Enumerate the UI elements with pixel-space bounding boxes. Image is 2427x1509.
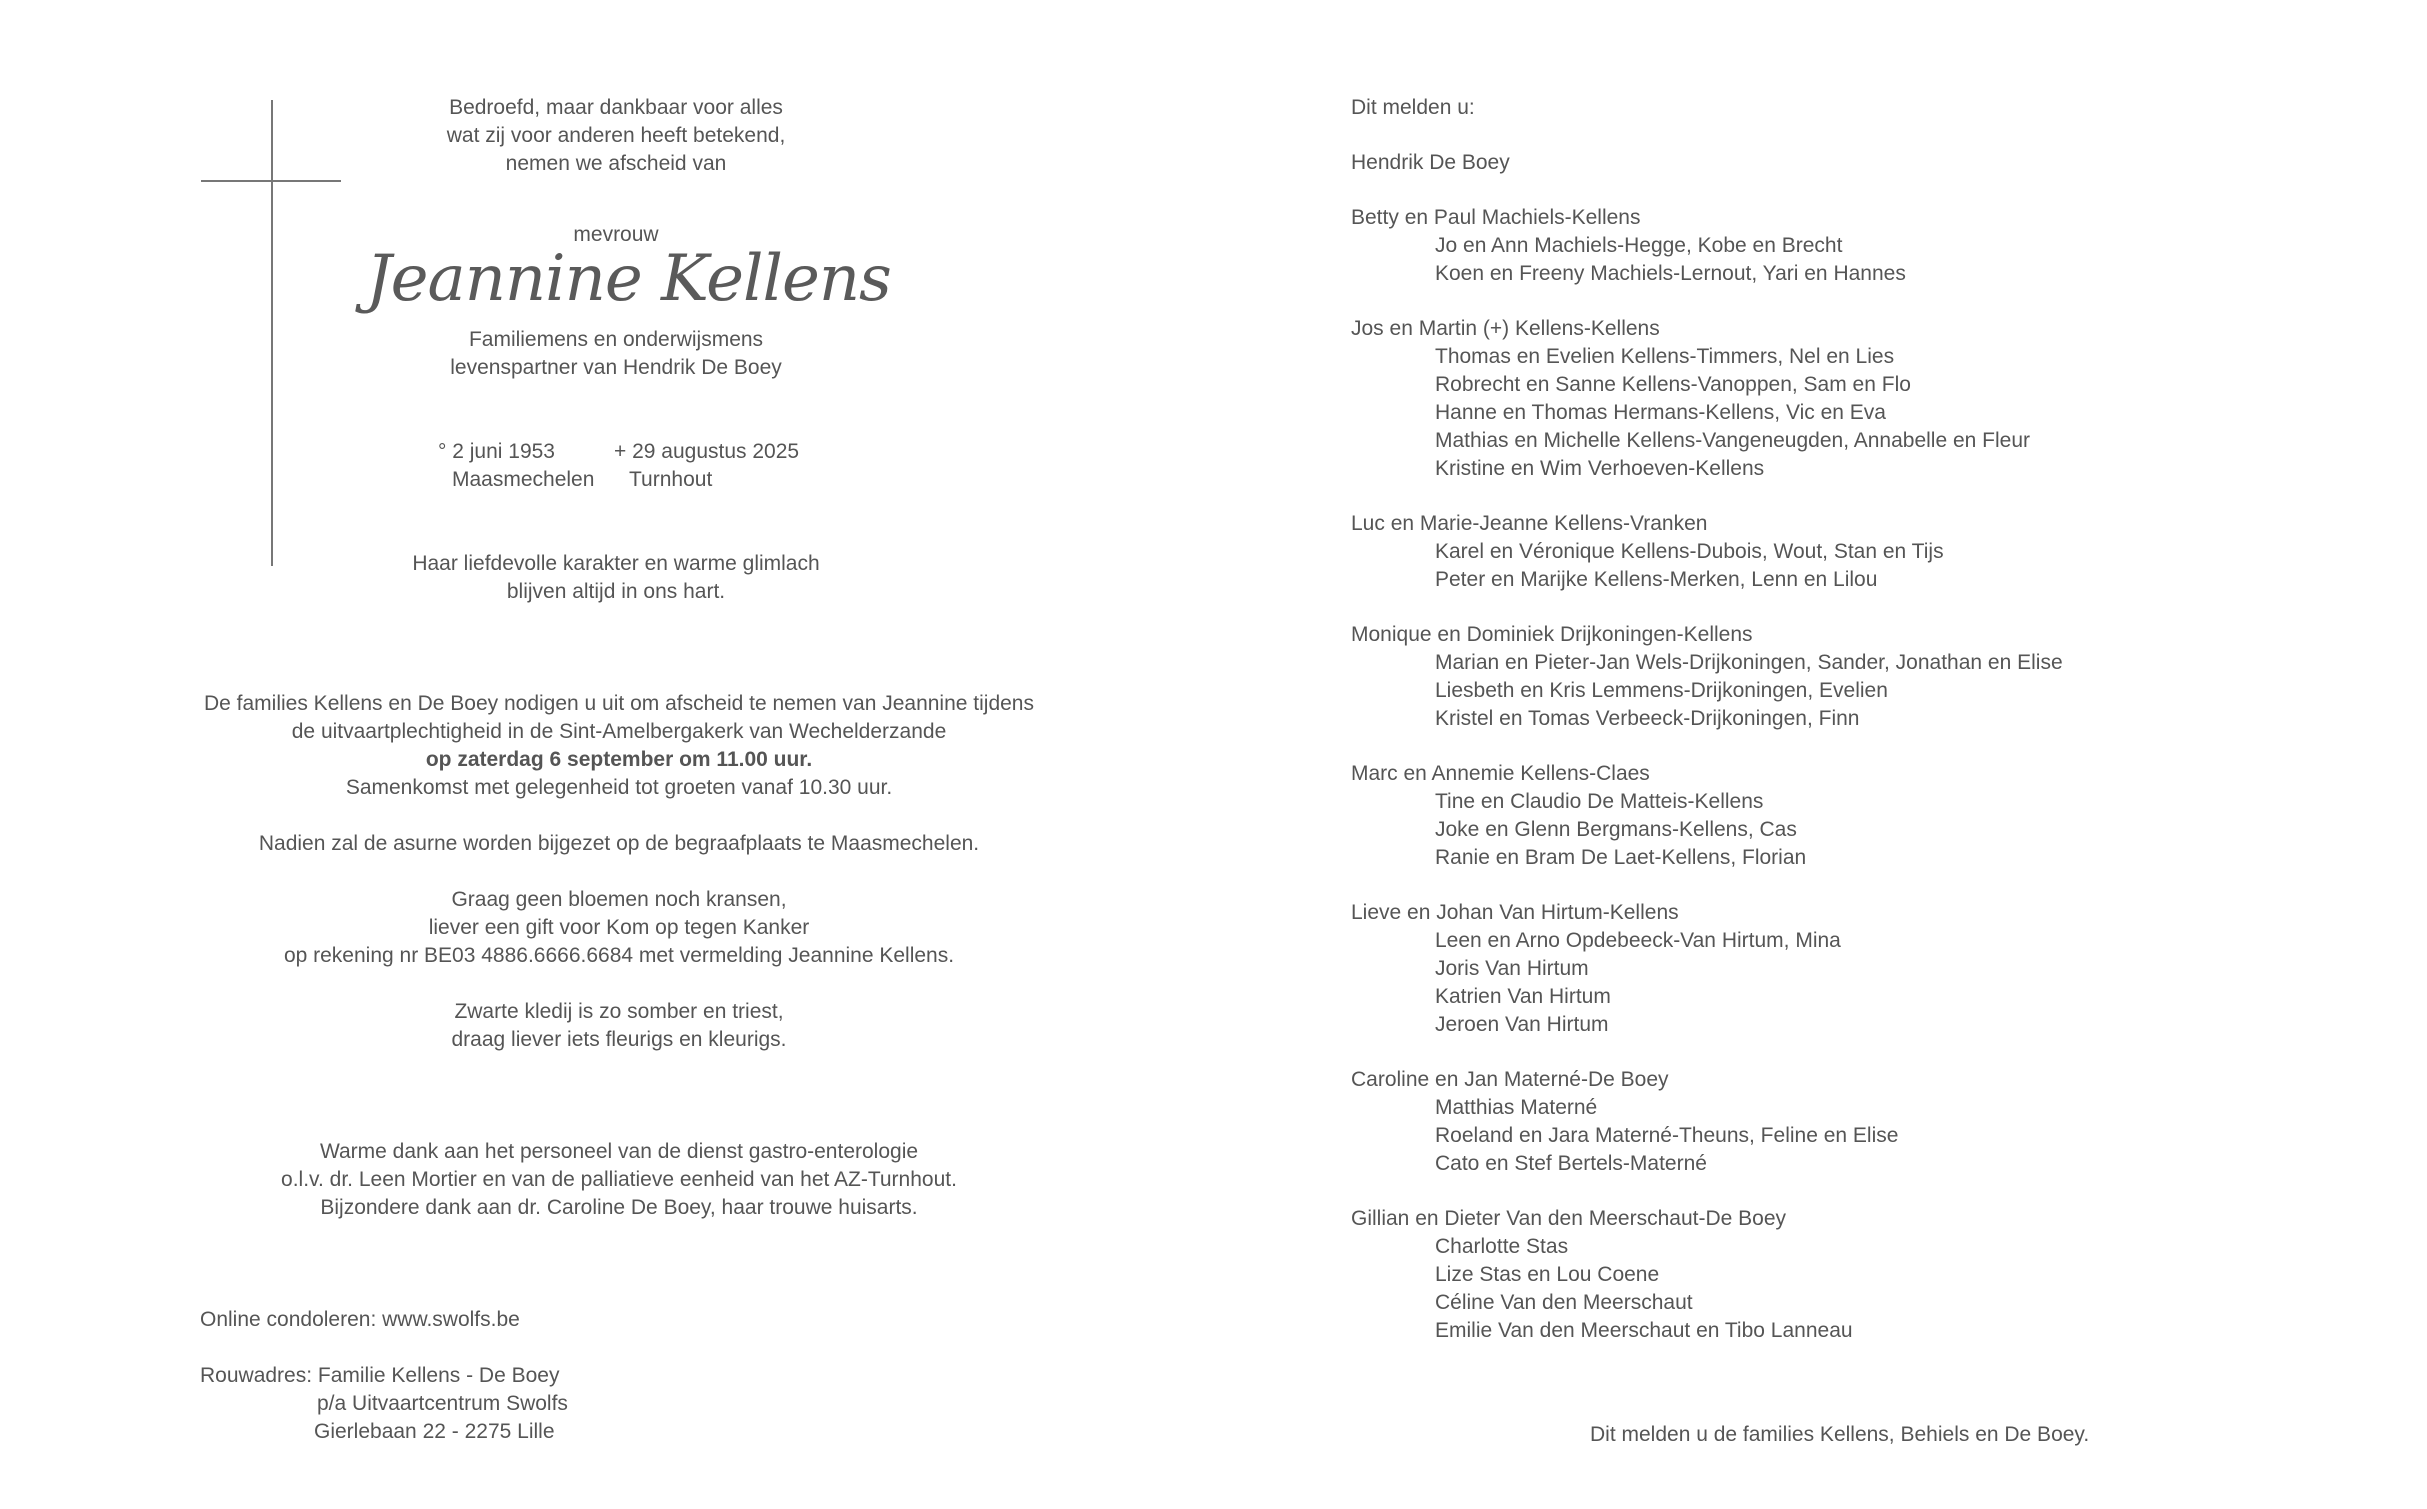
family-member: Katrien Van Hirtum xyxy=(1435,985,1611,1008)
thanks-line: Warme dank aan het personeel van de dienst gastro-enterologie xyxy=(319,1140,919,1163)
deceased-name: Jeannine Kellens xyxy=(366,242,891,316)
invitation-line: de uitvaartplechtigheid in de Sint-Amelbergakerk van Wechelderzande xyxy=(291,720,947,743)
family-member: Joke en Glenn Bergmans-Kellens, Cas xyxy=(1435,818,1797,841)
family-member: Kristine en Wim Verhoeven-Kellens xyxy=(1435,457,1765,480)
family-member: Lize Stas en Lou Coene xyxy=(1435,1263,1660,1286)
family-member: Liesbeth en Kris Lemmens-Drijkoningen, Evelien xyxy=(1435,679,1888,702)
address-line: Gierlebaan 22 - 2275 Lille xyxy=(314,1420,555,1443)
family-member: Marian en Pieter-Jan Wels-Drijkoningen, Sander, Jonathan en Elise xyxy=(1435,651,2063,674)
closing-line: Dit melden u de families Kellens, Behiels en De Boey. xyxy=(1590,1423,2090,1446)
family-member: Thomas en Evelien Kellens-Timmers, Nel en Lies xyxy=(1435,345,1895,368)
family-member: Hanne en Thomas Hermans-Kellens, Vic en Eva xyxy=(1435,401,1886,424)
mourning-address xyxy=(200,1362,568,1446)
flowers-line: Graag geen bloemen noch kransen, xyxy=(451,888,787,911)
family-member: Kristel en Tomas Verbeeck-Drijkoningen, Finn xyxy=(1435,707,1860,730)
flowers-line: op rekening nr BE03 4886.6666.6684 met vermelding Jeannine Kellens. xyxy=(283,944,955,967)
partner-name: Hendrik De Boey xyxy=(1351,151,1510,174)
thanks-line: o.l.v. dr. Leen Mortier en van de palliatieve eenheid van het AZ-Turnhout. xyxy=(281,1168,957,1191)
family-group xyxy=(1351,760,2351,872)
family-member: Leen en Arno Opdebeeck-Van Hirtum, Mina xyxy=(1435,929,1841,952)
family-member: Charlotte Stas xyxy=(1435,1235,1569,1258)
cross-vertical-bar xyxy=(271,100,273,566)
family-group xyxy=(1351,899,2351,1039)
family-member: Roeland en Jara Materné-Theuns, Feline en Elise xyxy=(1435,1124,1899,1147)
announce-heading: Dit melden u: xyxy=(1351,96,1475,119)
family-member: Jo en Ann Machiels-Hegge, Kobe en Brecht xyxy=(1435,234,1843,257)
family-group xyxy=(1351,1205,2351,1345)
salutation: mevrouw xyxy=(573,223,659,246)
family-group xyxy=(1351,510,2351,594)
family-member: Tine en Claudio De Matteis-Kellens xyxy=(1435,790,1764,813)
family-member: Mathias en Michelle Kellens-Vangeneugden, Annabelle en Fleur xyxy=(1435,429,2031,452)
family-group xyxy=(1351,621,2351,733)
intro-line: wat zij voor anderen heeft betekend, xyxy=(446,124,786,147)
remembrance-text xyxy=(366,550,866,606)
burial-text: Nadien zal de asurne worden bijgezet op de begraafplaats te Maasmechelen. xyxy=(258,832,980,855)
intro-text xyxy=(416,94,816,178)
thanks-line: Bijzondere dank aan dr. Caroline De Boey, haar trouwe huisarts. xyxy=(320,1196,918,1219)
death-date: + 29 augustus 2025 xyxy=(614,440,800,463)
family-group xyxy=(1351,315,2351,483)
remembrance-line: Haar liefdevolle karakter en warme glimlach xyxy=(412,552,820,575)
clothing-line: draag liever iets fleurigs en kleurigs. xyxy=(451,1028,787,1051)
family-head: Monique en Dominiek Drijkoningen-Kellens xyxy=(1351,623,1753,646)
family-member: Emilie Van den Meerschaut en Tibo Lanneau xyxy=(1435,1319,1853,1342)
flowers-text xyxy=(159,886,1079,970)
family-member: Peter en Marijke Kellens-Merken, Lenn en Lilou xyxy=(1435,568,1878,591)
role-line: levenspartner van Hendrik De Boey xyxy=(450,356,782,379)
clothing-text xyxy=(159,998,1079,1054)
address-line: p/a Uitvaartcentrum Swolfs xyxy=(317,1392,568,1415)
roles xyxy=(416,326,816,382)
family-group xyxy=(1351,204,2351,288)
role-line: Familiemens en onderwijsmens xyxy=(468,328,764,351)
family-member: Karel en Véronique Kellens-Dubois, Wout, Stan en Tijs xyxy=(1435,540,1944,563)
death-place: Turnhout xyxy=(629,468,713,491)
family-member: Robrecht en Sanne Kellens-Vanoppen, Sam en Flo xyxy=(1435,373,1911,396)
family-head: Betty en Paul Machiels-Kellens xyxy=(1351,206,1641,229)
family-head: Marc en Annemie Kellens-Claes xyxy=(1351,762,1650,785)
family-member: Céline Van den Meerschaut xyxy=(1435,1291,1693,1314)
birth-date: ° 2 juni 1953 xyxy=(438,440,555,463)
invitation-line: De families Kellens en De Boey nodigen u uit om afscheid te nemen van Jeannine tijdens xyxy=(203,692,1034,715)
ceremony-date: op zaterdag 6 september om 11.00 uur. xyxy=(425,748,813,771)
gathering-text: Samenkomst met gelegenheid tot groeten vanaf 10.30 uur. xyxy=(345,776,893,799)
family-member: Koen en Freeny Machiels-Lernout, Yari en Hannes xyxy=(1435,262,1906,285)
family-member: Ranie en Bram De Laet-Kellens, Florian xyxy=(1435,846,1807,869)
family-head: Jos en Martin (+) Kellens-Kellens xyxy=(1351,317,1660,340)
family-member: Matthias Materné xyxy=(1435,1096,1598,1119)
intro-line: Bedroefd, maar dankbaar voor alles xyxy=(449,96,783,119)
family-group xyxy=(1351,1066,2351,1178)
online-condolence: Online condoleren: www.swolfs.be xyxy=(200,1308,520,1331)
birth-place: Maasmechelen xyxy=(452,468,595,491)
remembrance-line: blijven altijd in ons hart. xyxy=(506,580,726,603)
thanks-text xyxy=(159,1138,1079,1222)
family-head: Lieve en Johan Van Hirtum-Kellens xyxy=(1351,901,1679,924)
family-member: Joris Van Hirtum xyxy=(1435,957,1589,980)
cross-horizontal-bar xyxy=(201,180,341,182)
family-head: Gillian en Dieter Van den Meerschaut-De Boey xyxy=(1351,1207,1787,1230)
address-line: Rouwadres: Familie Kellens - De Boey xyxy=(200,1364,560,1387)
intro-line: nemen we afscheid van xyxy=(505,152,727,175)
family-member: Cato en Stef Bertels-Materné xyxy=(1435,1152,1707,1175)
family-head: Caroline en Jan Materné-De Boey xyxy=(1351,1068,1669,1091)
ceremony-invitation xyxy=(159,690,1079,802)
family-head: Luc en Marie-Jeanne Kellens-Vranken xyxy=(1351,512,1708,535)
family-member: Jeroen Van Hirtum xyxy=(1435,1013,1609,1036)
flowers-line: liever een gift voor Kom op tegen Kanker xyxy=(428,916,810,939)
clothing-line: Zwarte kledij is zo somber en triest, xyxy=(454,1000,784,1023)
announcement-list xyxy=(1351,94,2351,1345)
